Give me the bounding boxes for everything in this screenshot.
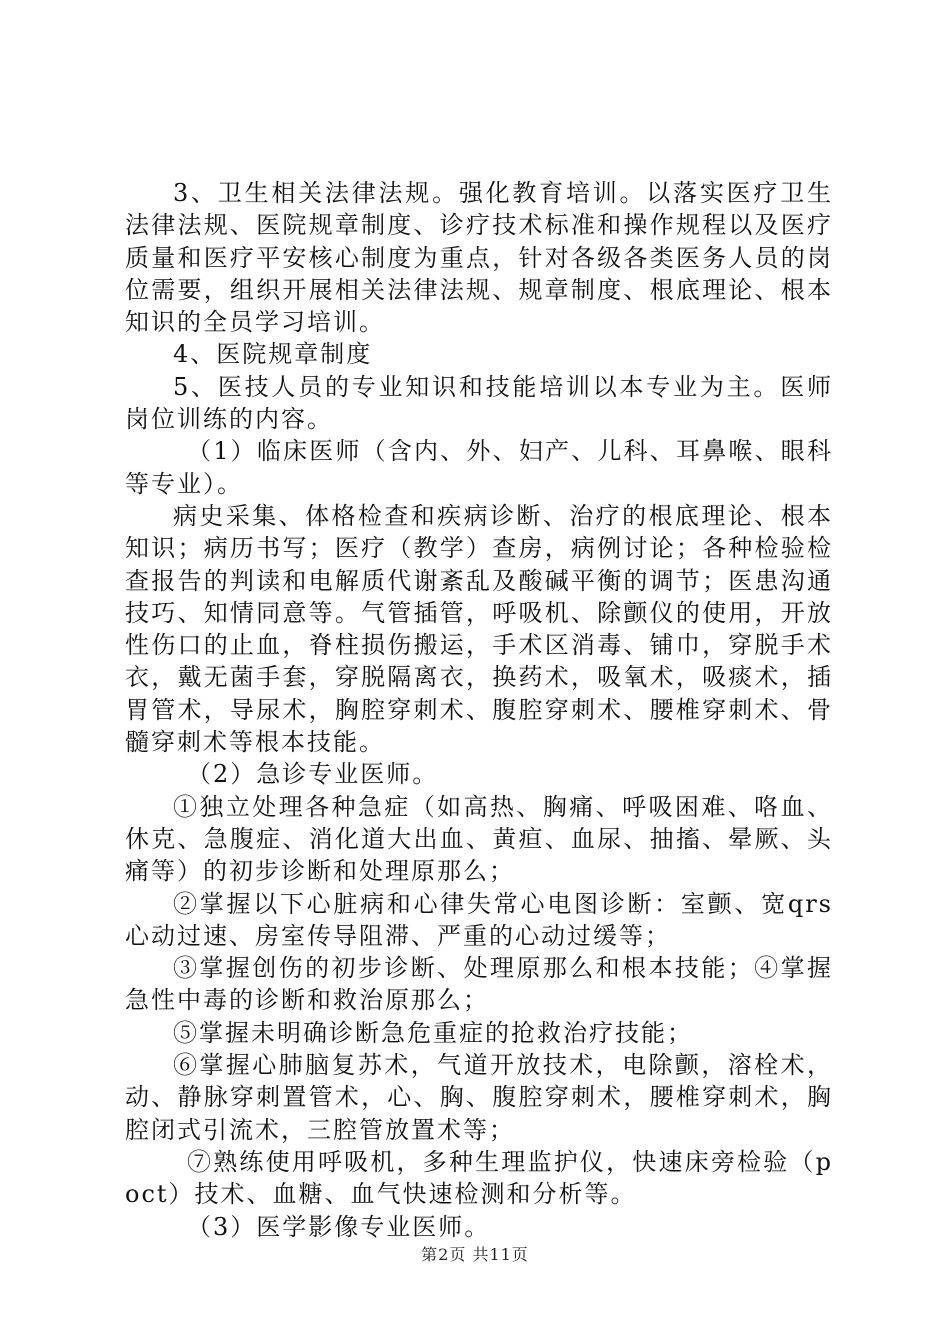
paragraph-emergency-item-7: ⑦熟练使用呼吸机，多种生理监护仪，快速床旁检验（poct）技术、血糖、血气快速检测和分析等。 — [125, 1147, 833, 1209]
paragraph-law-training: 3、卫生相关法律法规。强化教育培训。以落实医疗卫生法律法规、医院规章制度、诊疗技术标准和操作规程以及医疗质量和医疗平安核心制度为重点，针对各级各类医务人员的岗位需要，组织开展相关法律法规、规章制度、根底理论、根本知识的全员学习培训。 — [125, 179, 833, 337]
paragraph-emergency-physician-heading: （2）急诊专业医师。 — [187, 760, 439, 789]
page-number-footer: 第2页 共11页 — [421, 1245, 529, 1264]
paragraph-emergency-item-2: ②掌握以下心脏病和心律失常心电图诊断：室颤、宽qrs心动过速、房室传导阻滞、严重的心动过缓等； — [125, 889, 833, 950]
paragraph-emergency-item-5: ⑤掌握未明确诊断急危重症的抢救治疗技能； — [173, 1018, 693, 1047]
paragraph-emergency-item-1: ①独立处理各种急症（如高热、胸痛、呼吸困难、咯血、休克、急腹症、消化道大出血、黄疸、血尿、抽搐、晕厥、头痛等）的初步诊断和处理原那么； — [125, 792, 833, 886]
paragraph-hospital-rules: 4、医院规章制度 — [173, 340, 373, 369]
paragraph-imaging-physician-heading: （3）医学影像专业医师。 — [187, 1212, 491, 1241]
paragraph-clinical-physician-content: 病史采集、体格检查和疾病诊断、治疗的根底理论、根本知识；病历书写；医疗（教学）查房，病例讨论；各种检验检查报告的判读和电解质代谢紊乱及酸碱平衡的调节；医患沟通技巧、知情同意等。气管插管，呼吸机、除颤仪的使用，开放性伤口的止血，脊柱损伤搬运，手术区消毒、铺巾，穿脱手术衣，戴无菌手套，穿脱隔离衣，换药术，吸氧术，吸痰术，插胃管术，导尿术，胸腔穿刺术、腹腔穿刺术、腰椎穿刺术、骨髓穿刺术等根本技能。 — [125, 501, 833, 757]
paragraph-clinical-physician-heading: （1）临床医师（含内、外、妇产、儿科、耳鼻喉、眼科等专业）。 — [125, 437, 833, 498]
paragraph-emergency-item-3-4: ③掌握创伤的初步诊断、处理原那么和根本技能；④掌握急性中毒的诊断和救治原那么； — [125, 954, 833, 1015]
paragraph-technician-training: 5、医技人员的专业知识和技能培训以本专业为主。医师岗位训练的内容。 — [125, 372, 833, 434]
paragraph-emergency-item-6: ⑥掌握心肺脑复苏术，气道开放技术，电除颤，溶栓术，动、静脉穿刺置管术，心、胸、腹腔穿刺术，腰椎穿刺术，胸腔闭式引流术，三腔管放置术等； — [125, 1051, 833, 1144]
document-body — [125, 177, 833, 1243]
